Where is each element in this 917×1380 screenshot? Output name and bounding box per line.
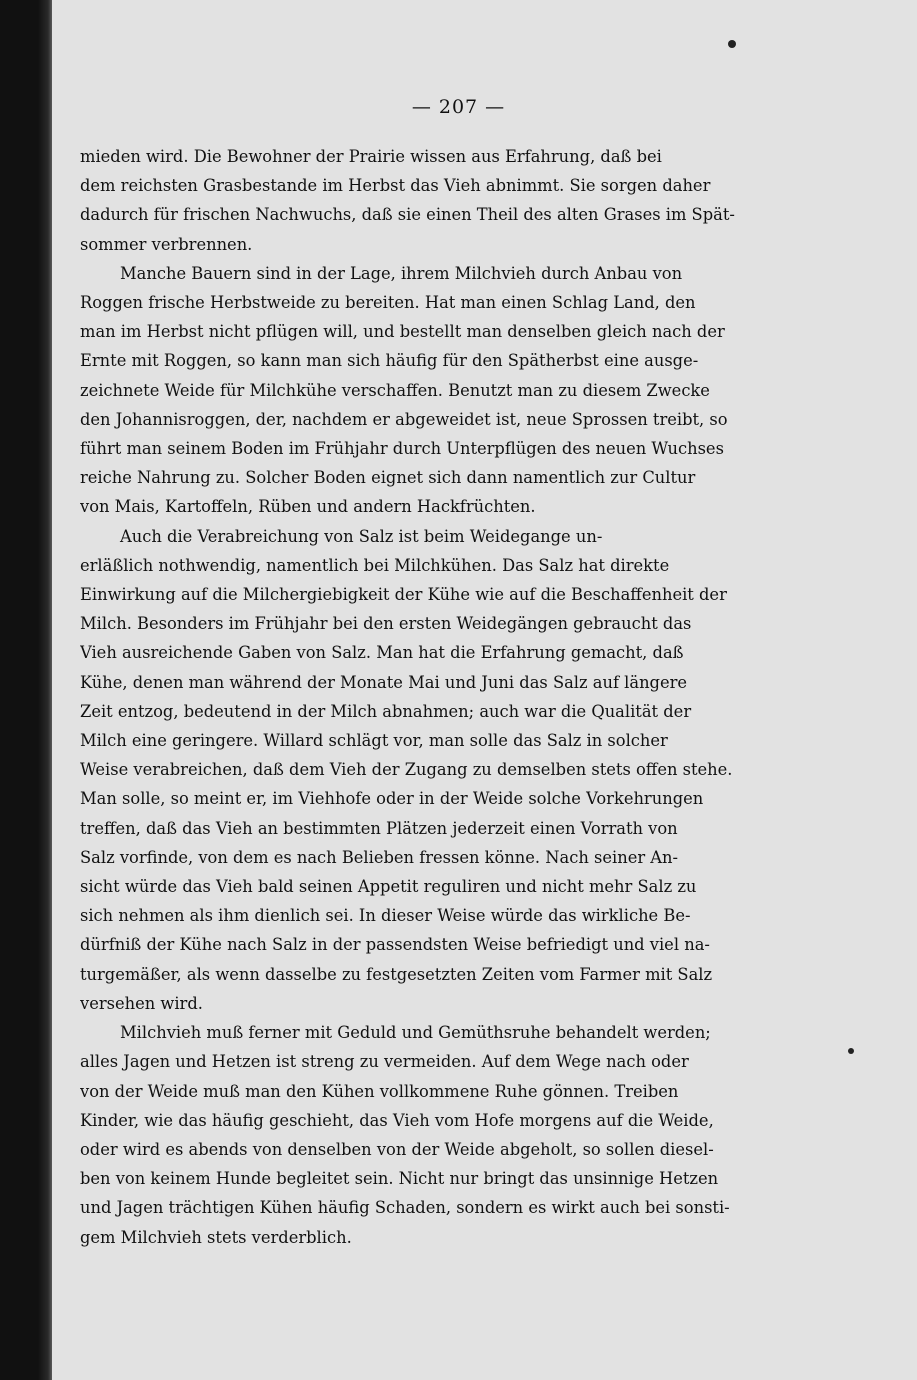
text-line: oder wird es abends von denselben von der Weide abgeholt, so sollen diesel- xyxy=(80,1139,714,1159)
paragraph xyxy=(80,259,774,522)
text-line: Man solle, so meint er, im Viehhofe oder in der Weide solche Vorkehrungen xyxy=(80,789,704,809)
paragraph xyxy=(80,1018,774,1252)
text-line: Milch eine geringere. Willard schlägt vor, man solle das Salz in solcher xyxy=(80,731,668,751)
text-line: Kühe, denen man während der Monate Mai und Juni das Salz auf längere xyxy=(80,672,688,692)
paragraph xyxy=(80,522,774,1018)
text-line: gem Milchvieh stets verderblich. xyxy=(80,1227,352,1247)
text-line: sich nehmen als ihm dienlich sei. In dieser Weise würde das wirkliche Be- xyxy=(80,906,691,926)
text-line: erläßlich nothwendig, namentlich bei Milchkühen. Das Salz hat direkte xyxy=(80,555,670,575)
text-line: Milch. Besonders im Frühjahr bei den ersten Weidegängen gebraucht das xyxy=(80,614,692,634)
text-line: ben von keinem Hunde begleitet sein. Nicht nur bringt das unsinnige Hetzen xyxy=(80,1169,719,1189)
text-line: Vieh ausreichende Gaben von Salz. Man hat die Erfahrung gemacht, daß xyxy=(80,643,684,663)
text-line: Milchvieh muß ferner mit Geduld und Gemüthsruhe behandelt werden; xyxy=(120,1023,711,1043)
text-line: von Mais, Kartoffeln, Rüben und andern Hackfrüchten. xyxy=(80,497,536,517)
text-line: man im Herbst nicht pflügen will, und bestellt man denselben gleich nach der xyxy=(80,322,725,342)
text-line: mieden wird. Die Bewohner der Prairie wissen aus Erfahrung, daß bei xyxy=(80,147,662,166)
text-line: Roggen frische Herbstweide zu bereiten. Hat man einen Schlag Land, den xyxy=(80,293,696,313)
text-line: Kinder, wie das häufig geschieht, das Vieh vom Hofe morgens auf die Weide, xyxy=(80,1110,714,1130)
text-line: Manche Bauern sind in der Lage, ihrem Milchvieh durch Anbau von xyxy=(120,263,683,283)
paragraph xyxy=(80,142,774,259)
text-line: Weise verabreichen, daß dem Vieh der Zugang zu demselben stets offen stehe. xyxy=(80,760,733,780)
text-line: von der Weide muß man den Kühen vollkommene Ruhe gönnen. Treiben xyxy=(80,1081,679,1101)
text-line: zeichnete Weide für Milchkühe verschaffen. Benutzt man zu diesem Zwecke xyxy=(80,380,710,400)
ink-dot xyxy=(728,40,736,48)
text-line: reiche Nahrung zu. Solcher Boden eignet sich dann namentlich zur Cultur xyxy=(80,468,696,488)
scan-left-edge xyxy=(0,0,60,1380)
text-line: dürfniß der Kühe nach Salz in der passendsten Weise befriedigt und viel na- xyxy=(80,935,710,955)
page-number: — 207 — xyxy=(411,96,506,118)
ink-dot xyxy=(848,1048,854,1054)
text-line: sicht würde das Vieh bald seinen Appetit reguliren und nicht mehr Salz zu xyxy=(80,877,697,897)
text-line: Zeit entzog, bedeutend in der Milch abnahmen; auch war die Qualität der xyxy=(80,701,692,721)
text-line: den Johannisroggen, der, nachdem er abgeweidet ist, neue Sprossen treibt, so xyxy=(80,409,728,429)
text-line: sommer verbrennen. xyxy=(80,234,253,254)
text-line: alles Jagen und Hetzen ist streng zu vermeiden. Auf dem Wege nach oder xyxy=(80,1052,689,1072)
body-text xyxy=(80,142,774,1252)
text-line: treffen, daß das Vieh an bestimmten Plätzen jederzeit einen Vorrath von xyxy=(80,818,678,838)
text-line: dem reichsten Grasbestande im Herbst das Vieh abnimmt. Sie sorgen daher xyxy=(80,176,711,196)
text-line: Auch die Verabreichung von Salz ist beim Weidegange un- xyxy=(120,526,603,546)
text-line: dadurch für frischen Nachwuchs, daß sie einen Theil des alten Grases im Spät- xyxy=(80,205,735,225)
text-line: führt man seinem Boden im Frühjahr durch Unterpflügen des neuen Wuchses xyxy=(80,439,724,459)
text-line: Ernte mit Roggen, so kann man sich häufig für den Spätherbst eine ausge- xyxy=(80,351,699,371)
text-line: Einwirkung auf die Milchergiebigkeit der Kühe wie auf die Beschaffenheit der xyxy=(80,585,727,605)
text-line: versehen wird. xyxy=(80,993,203,1013)
text-line: Salz vorfinde, von dem es nach Belieben fressen könne. Nach seiner An- xyxy=(80,847,679,867)
text-line: und Jagen trächtigen Kühen häufig Schaden, sondern es wirkt auch bei sonsti- xyxy=(80,1198,730,1218)
text-line: turgemäßer, als wenn dasselbe zu festgesetzten Zeiten vom Farmer mit Salz xyxy=(80,964,713,984)
